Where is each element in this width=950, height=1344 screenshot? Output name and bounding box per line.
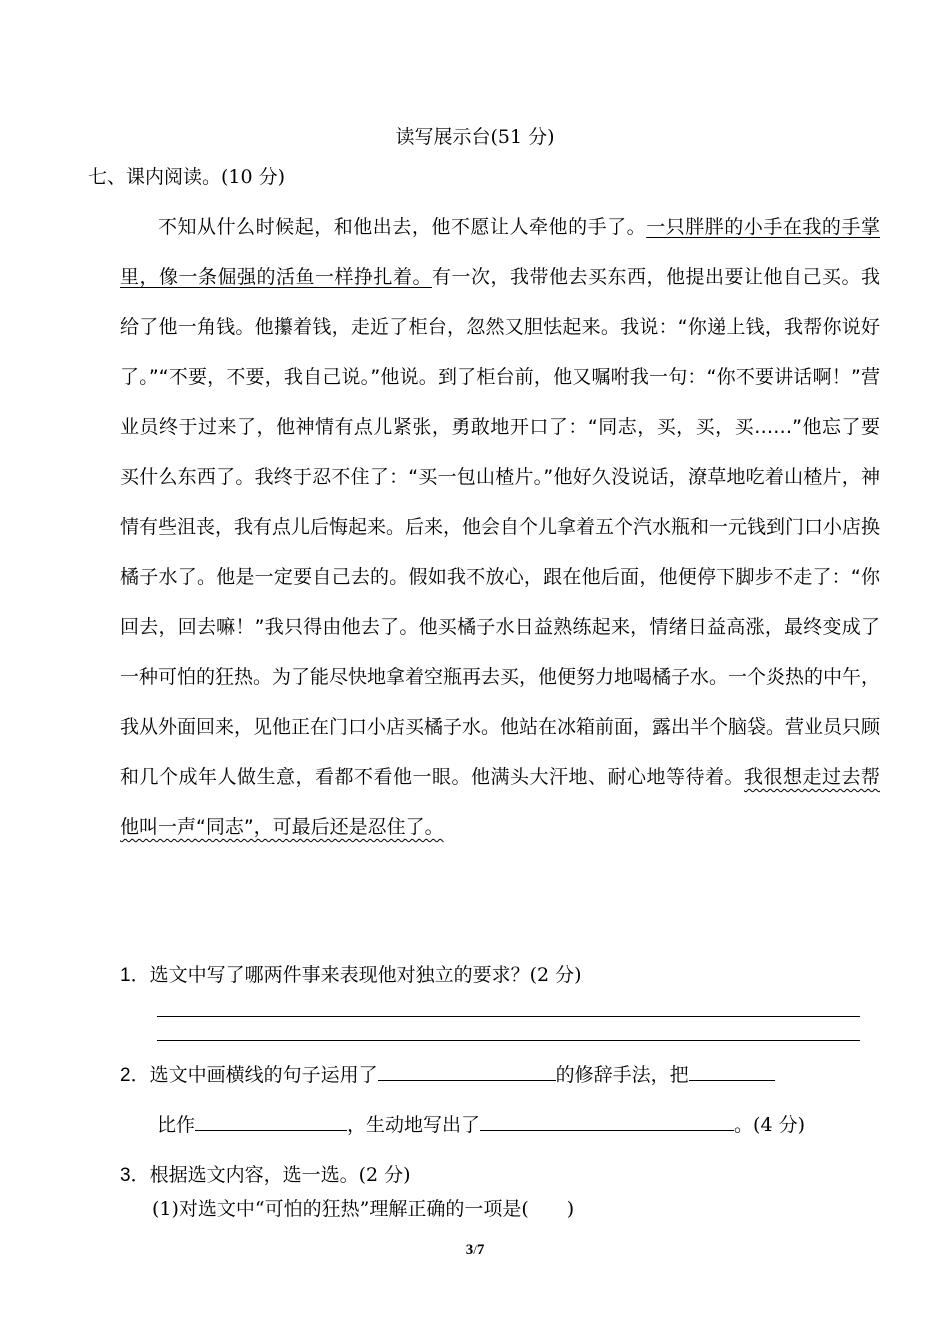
question-2-part-5: 。(4 分) [734, 1114, 805, 1136]
page-slash: / [473, 1242, 477, 1257]
question-3-text: 根据选文内容，选一选。(2 分) [149, 1164, 411, 1186]
passage-intro: 不知从什么时候起，和他出去，他不愿让人牵他的手了。 [158, 216, 647, 238]
rhetoric-blank[interactable] [378, 1061, 556, 1081]
question-1 [120, 960, 582, 987]
question-seven-heading: 七、课内阅读。(10 分) [88, 166, 286, 188]
reading-passage [120, 202, 880, 852]
page-total: 7 [476, 1242, 485, 1258]
question-2-line-2 [157, 1110, 805, 1137]
question-2-part-3: 比作 [157, 1114, 196, 1136]
subject-blank[interactable] [689, 1061, 775, 1081]
answer-line-2[interactable] [157, 1040, 860, 1041]
section-title: 读写展示台(51 分) [395, 126, 555, 148]
wavy-underlined-sentence: 我很想走过去帮他叫一声“同志”，可最后还是忍住了。 [120, 766, 880, 838]
effect-blank[interactable] [480, 1111, 734, 1131]
question-2-part-4: ，生动地写出了 [347, 1114, 481, 1136]
question-3 [120, 1160, 411, 1187]
page-number [0, 1242, 950, 1259]
question-3-sub-1: (1)对选文中“可怕的狂热”理解正确的一项是( ) [152, 1198, 575, 1220]
question-1-number: 1． [120, 965, 150, 986]
question-2-number: 2． [120, 1065, 150, 1086]
question-1-text: 选文中写了哪两件事来表现他对独立的要求？(2 分) [149, 964, 582, 986]
question-2 [120, 1060, 775, 1087]
answer-line-1[interactable] [157, 1016, 860, 1017]
underlined-sentence: 一只胖胖的小手在我的手掌里，像一条倔强的活鱼一样挣扎着。 [120, 216, 880, 288]
question-2-part-2: 的修辞手法，把 [555, 1064, 689, 1086]
question-3-number: 3． [120, 1165, 150, 1186]
question-2-part-1: 选文中画横线的句子运用了 [149, 1064, 378, 1086]
page-current: 3 [465, 1242, 474, 1258]
object-blank[interactable] [195, 1111, 347, 1131]
passage-body: 有一次，我带他去买东西，他提出要让他自己买。我给了他一角钱。他攥着钱，走近了柜台，忽然又胆怯起来。我说：“你递上钱，我帮你说好了。”“不要，不要，我自己说。”他说。到了柜台前，他又嘱咐我一句：“你不要讲话啊！”营业员终于过来了，他神情有点儿紧张，勇敢地开口了：“同志，买，买，买……”他忘了要买什么东西了。我终于忍不住了：“买一包山楂片。”他好久没说话，潦草地吃着山楂片，神情有些沮丧，我有点儿后悔起来。后来，他会自个儿拿着五个汽水瓶和一元钱到门口小店换橘子水了。他是一定要自己去的。假如我不放心，跟在他后面，他便停下脚步不走了：“你回去，回去嘛！”我只得由他去了。他买橘子水日益熟练起来，情绪日益高涨，最终变成了一种可怕的狂热。为了能尽快地拿着空瓶再去买，他便努力地喝橘子水。一个炎热的中午，我从外面回来，见他正在门口小店买橘子水。他站在冰箱前面，露出半个脑袋。营业员只顾和几个成年人做生意，看都不看他一眼。他满头大汗地、耐心地等待着。 [120, 266, 881, 788]
